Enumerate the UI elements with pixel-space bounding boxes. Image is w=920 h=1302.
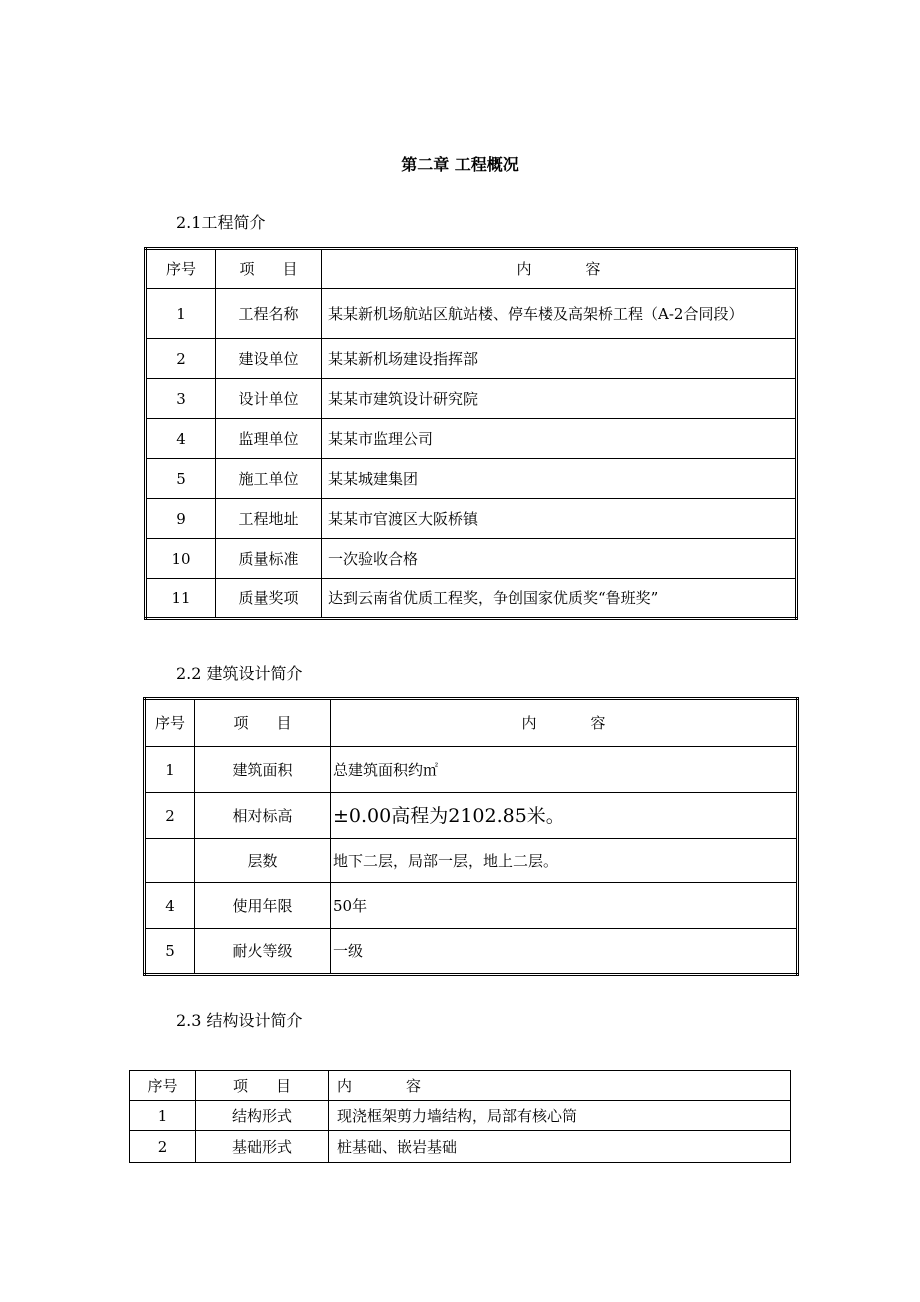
row-no: 1 xyxy=(145,747,195,793)
header-item: 项 目 xyxy=(195,699,331,747)
row-item: 施工单位 xyxy=(216,459,322,499)
row-item: 相对标高 xyxy=(195,793,331,839)
table-row xyxy=(130,1131,791,1163)
row-item: 质量奖项 xyxy=(216,579,322,619)
header-item: 项 目 xyxy=(196,1071,329,1101)
table-row xyxy=(145,793,798,839)
row-content: 一次验收合格 xyxy=(322,539,797,579)
table-row xyxy=(146,379,797,419)
row-item: 监理单位 xyxy=(216,419,322,459)
header-item: 项 目 xyxy=(216,249,322,289)
section-title-2-2: 2.2 建筑设计简介 xyxy=(176,664,303,683)
row-content: 桩基础、嵌岩基础 xyxy=(329,1131,791,1163)
row-item: 设计单位 xyxy=(216,379,322,419)
table-row xyxy=(146,579,797,619)
row-no: 3 xyxy=(146,379,216,419)
architectural-design-table xyxy=(143,697,799,976)
table-row xyxy=(145,883,798,929)
header-no: 序号 xyxy=(145,699,195,747)
table-row xyxy=(146,539,797,579)
row-no: 5 xyxy=(146,459,216,499)
row-no: 10 xyxy=(146,539,216,579)
row-no: 11 xyxy=(146,579,216,619)
row-content: 一级 xyxy=(331,929,798,975)
row-item: 层数 xyxy=(195,839,331,883)
table-row xyxy=(146,459,797,499)
row-content: 50年 xyxy=(331,883,798,929)
table-row xyxy=(145,747,798,793)
row-item: 建筑面积 xyxy=(195,747,331,793)
row-no xyxy=(145,839,195,883)
row-content: 地下二层，局部一层，地上二层。 xyxy=(331,839,798,883)
row-content: 某某城建集团 xyxy=(322,459,797,499)
row-content: 某某新机场建设指挥部 xyxy=(322,339,797,379)
row-item: 工程名称 xyxy=(216,289,322,339)
header-no: 序号 xyxy=(146,249,216,289)
row-content: ±0.00高程为2102.85米。 xyxy=(331,793,798,839)
table-row xyxy=(146,339,797,379)
header-content: 内 容 xyxy=(322,249,797,289)
row-item: 基础形式 xyxy=(196,1131,329,1163)
row-item: 质量标准 xyxy=(216,539,322,579)
row-item: 工程地址 xyxy=(216,499,322,539)
row-content: 某某市建筑设计研究院 xyxy=(322,379,797,419)
row-item: 建设单位 xyxy=(216,339,322,379)
table-row xyxy=(146,289,797,339)
row-no: 5 xyxy=(145,929,195,975)
row-content: 总建筑面积约㎡ xyxy=(331,747,798,793)
header-no: 序号 xyxy=(130,1071,196,1101)
row-no: 2 xyxy=(130,1131,196,1163)
table-row xyxy=(146,499,797,539)
row-no: 9 xyxy=(146,499,216,539)
table-header-row xyxy=(145,699,798,747)
row-content: 现浇框架剪力墙结构，局部有核心筒 xyxy=(329,1101,791,1131)
row-no: 2 xyxy=(146,339,216,379)
row-item: 使用年限 xyxy=(195,883,331,929)
row-no: 4 xyxy=(146,419,216,459)
row-item: 耐火等级 xyxy=(195,929,331,975)
row-no: 1 xyxy=(130,1101,196,1131)
table-row xyxy=(145,839,798,883)
table-row xyxy=(145,929,798,975)
row-content: 达到云南省优质工程奖，争创国家优质奖“鲁班奖” xyxy=(322,579,797,619)
header-content: 内 容 xyxy=(329,1071,791,1101)
table-header-row xyxy=(146,249,797,289)
section-title-2-1: 2.1工程简介 xyxy=(176,213,266,232)
row-content: 某某市监理公司 xyxy=(322,419,797,459)
row-no: 1 xyxy=(146,289,216,339)
structural-design-table xyxy=(129,1070,791,1163)
header-content: 内 容 xyxy=(331,699,798,747)
table-row xyxy=(146,419,797,459)
section-title-2-3: 2.3 结构设计简介 xyxy=(176,1011,303,1030)
row-content: 某某新机场航站区航站楼、停车楼及高架桥工程（A-2合同段） xyxy=(322,289,797,339)
row-content: 某某市官渡区大阪桥镇 xyxy=(322,499,797,539)
row-no: 4 xyxy=(145,883,195,929)
chapter-title: 第二章 工程概况 xyxy=(401,155,519,174)
project-overview-table xyxy=(144,247,798,620)
table-row xyxy=(130,1101,791,1131)
row-no: 2 xyxy=(145,793,195,839)
table-header-row xyxy=(130,1071,791,1101)
row-item: 结构形式 xyxy=(196,1101,329,1131)
